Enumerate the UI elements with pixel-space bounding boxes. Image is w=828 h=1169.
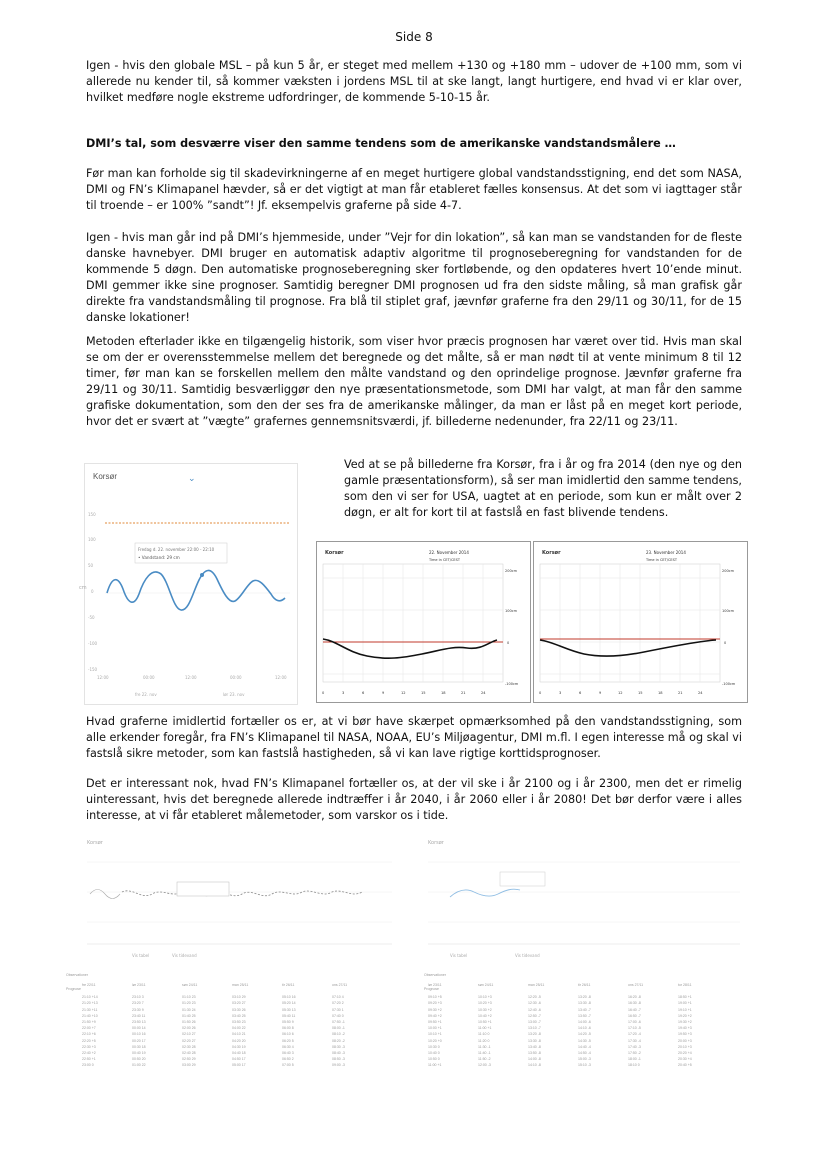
table-cell: 19:50 +3: [678, 1032, 692, 1037]
table-cell: 10:50 0: [428, 1057, 440, 1062]
column-header: tor 28/11: [678, 983, 692, 987]
column-header: ons 27/11: [628, 983, 644, 987]
table-cell: 09:30 +2: [428, 1007, 442, 1012]
table-cell: 05:20 14: [282, 1001, 296, 1006]
figure-korsor-2014-22: [316, 541, 531, 703]
x-ticks: [97, 675, 287, 680]
table-column: [282, 982, 296, 1069]
x-label: 24: [481, 691, 486, 695]
x-label: 18: [658, 691, 663, 695]
table-cell: 20:00 +3: [678, 1038, 692, 1043]
table-cell: 11:00 +1: [428, 1063, 442, 1068]
table-cell: 05:00 17: [232, 1063, 246, 1068]
table-cell: 09:50 +1: [428, 1020, 442, 1025]
table-cell: 05:30 13: [282, 1007, 296, 1012]
table-cell: 23:10 3: [132, 995, 144, 1000]
x-label: 21: [678, 691, 683, 695]
column-header: man 25/11: [232, 983, 249, 987]
table-cell: 19:30 +2: [678, 1020, 692, 1025]
table-cell: 16:50 -7: [628, 1013, 641, 1018]
y-tick: 50: [88, 563, 94, 568]
legend-tide[interactable]: Vis tidevand: [172, 953, 197, 958]
table-cell: 08:20 -2: [332, 1038, 345, 1043]
chart-date: 22. November 2014: [429, 550, 469, 555]
x-label: 24: [698, 691, 703, 695]
table-cell: 00:50 20: [132, 1057, 146, 1062]
table-cell: 16:20 -8: [628, 995, 641, 1000]
table-cell: 17:40 -3: [628, 1044, 641, 1049]
tooltip-line-2: • Vandstand: 29 cm: [138, 555, 180, 560]
table-cell: 07:50 -1: [332, 1020, 345, 1025]
table-cell: 00:20 17: [132, 1038, 146, 1043]
x-label: 9: [599, 691, 602, 695]
y-label: 100cm: [722, 609, 735, 613]
y-label: 0: [724, 641, 727, 645]
table-cell: 07:10 4: [332, 995, 344, 1000]
table-column: [182, 982, 197, 1069]
paragraph-3: Igen - hvis man går ind på DMI’s hjemmeside, under ”Vejr for din lokation”, så kan man se vandstanden for de fleste danske havnebyer. DMI bruger en automatisk adaptiv algoritme til prognoseberegning for vandstanden for de kommende 5 døgn. Den automatiske prognoseberegning sker fortløbende, og den opdateres hvert 10’ende minut. DMI gemmer ikke sine prognoser. Samtidig beregner DMI prognosen ud fra den sidste måling, så man grafisk går direkte fra vandstandsmåling til prognose. Fra blå til stiplet graf, jævnfør graferne fra den 29/11 og 30/11, for de 15 danske lokationer!: [86, 231, 742, 324]
y-label: 200cm: [505, 569, 518, 573]
gridlines: [323, 564, 503, 682]
table-cell: 13:30 -8: [578, 1001, 591, 1006]
column-header: man 25/11: [528, 983, 545, 987]
x-label: 9: [382, 691, 385, 695]
x-label: 12: [618, 691, 623, 695]
table-cell: 23:50 13: [132, 1020, 146, 1025]
table-cell: 06:10 6: [282, 1032, 294, 1037]
table-cell: 01:40 25: [182, 1013, 196, 1018]
table-cell: 13:10 -7: [528, 1026, 541, 1031]
column-header: fre 22/11: [82, 983, 96, 987]
table-cell: 14:00 -6: [578, 1020, 591, 1025]
column-header: tir 26/11: [578, 983, 591, 987]
table-cell: 19:00 +1: [678, 1001, 692, 1006]
x-label: 3: [342, 691, 345, 695]
table-cell: 10:30 0: [428, 1044, 440, 1049]
y-tick: -50: [88, 615, 95, 620]
plot-area: [323, 564, 503, 682]
y-tick: 100: [88, 537, 96, 542]
figure-bottom-left: [62, 832, 402, 1092]
table-cell: 10:40 0: [428, 1051, 440, 1056]
figure-korsor-2014-23: [533, 541, 748, 703]
table-cell: 22:40 +2: [82, 1051, 96, 1056]
table-cell: 21:40 +10: [82, 1013, 98, 1018]
table-cell: 06:30 4: [282, 1044, 294, 1049]
table-column: [232, 982, 248, 1069]
table-column: [578, 982, 591, 1069]
table-cell: 15:10 -3: [578, 1063, 591, 1068]
table-cell: 03:50 23: [232, 1020, 246, 1025]
chart-korsor-2014-23: [534, 542, 747, 702]
location-label: Korsør: [87, 840, 103, 846]
table-cell: 13:50 -7: [578, 1013, 591, 1018]
gridlines: [540, 564, 720, 682]
table-cell: 06:40 3: [282, 1051, 294, 1056]
column-header: tir 26/11: [282, 983, 295, 987]
table-cell: 11:00 +1: [478, 1026, 492, 1031]
table-cell: 04:10 21: [232, 1032, 246, 1037]
table-cell: 04:20 20: [232, 1038, 246, 1043]
table-cell: 06:50 2: [282, 1057, 294, 1062]
date-label: fre 22. nov: [135, 692, 157, 697]
x-labels: [539, 691, 703, 695]
x-tick: 12:00: [97, 675, 109, 680]
table-cell: 22:00 +7: [82, 1026, 96, 1031]
location-label: Korsør: [93, 472, 117, 481]
legend-table[interactable]: Vis tabel: [450, 953, 468, 958]
column-header: lør 23/11: [132, 983, 146, 987]
table-cell: 14:30 -5: [578, 1038, 591, 1043]
table-header: Prognose: [66, 987, 81, 992]
table-cell: 14:40 -4: [578, 1044, 591, 1049]
table-cell: 09:40 +2: [428, 1013, 442, 1018]
y-label: -100cm: [505, 682, 519, 686]
table-column: [528, 982, 544, 1069]
table-cell: 04:00 22: [232, 1026, 246, 1031]
table-cell: 17:50 -2: [628, 1051, 641, 1056]
y-tick: -150: [88, 667, 98, 672]
table-cell: 20:10 +3: [678, 1044, 692, 1049]
table-cell: 02:10 27: [182, 1032, 196, 1037]
y-tick: -100: [88, 641, 98, 646]
table-cell: 02:20 27: [182, 1038, 196, 1043]
table-cell: 17:00 -6: [628, 1020, 641, 1025]
x-label: 6: [579, 691, 582, 695]
y-tick: 150: [88, 512, 96, 517]
table-cell: 13:40 -8: [528, 1044, 541, 1049]
table-cell: 14:10 -6: [578, 1026, 591, 1031]
table-cell: 01:00 22: [132, 1063, 146, 1068]
table-cell: 08:00 -1: [332, 1026, 345, 1031]
table-cell: 03:30 26: [232, 1007, 246, 1012]
table-column: [428, 982, 442, 1069]
water-level-curve: [107, 570, 285, 610]
table-cell: 11:50 -2: [478, 1057, 491, 1062]
table-cell: 19:20 +2: [678, 1013, 692, 1018]
table-cell: 10:10 +1: [428, 1032, 442, 1037]
table-cell: 13:00 -7: [528, 1020, 541, 1025]
paragraph-6: Hvad graferne imidlertid fortæller os er, at vi bør have skærpet opmærksomhed på den vandstandsstigning, som alle erkender foregår, fra FN’s Klimapanel til NASA, NOAA, EU’s Miljøagentur, DMI m.fl. I egen interesse må og skal vi fastslå sikre metoder, som kan fastslå hastigheden, så vi kan lave rigtige korttidsprognoser.: [86, 715, 742, 760]
tooltip-box: [135, 543, 227, 563]
table-cell: 14:10 -8: [528, 1063, 541, 1068]
table-cell: 12:30 -6: [528, 1001, 541, 1006]
chart-date: 23. November 2014: [646, 550, 686, 555]
paragraph-5: Ved at se på billederne fra Korsør, fra i år og fra 2014 (den nye og den gamle præsentationsform), så ser man imidlertid den samme tendens, som den vi ser for USA, uagtet at en periode, som kun er målt over 2 døgn, er alt for kort til at fastslå en fast blivende tendens.: [344, 458, 742, 519]
table-cell: 16:40 -7: [628, 1007, 641, 1012]
water-level-curve: [540, 640, 716, 656]
chart-timezone: Time in CET/CEST: [646, 558, 677, 562]
table-cell: 23:20 7: [132, 1001, 144, 1006]
table-cell: 04:50 17: [232, 1057, 246, 1062]
table-cell: 21:20 +13: [82, 1001, 98, 1006]
x-tick: 00:00: [143, 675, 155, 680]
table-column: [332, 982, 347, 1069]
table-cell: 08:40 -3: [332, 1051, 345, 1056]
table-cell: 10:40 +2: [478, 1013, 492, 1018]
table-cell: 13:30 -8: [528, 1038, 541, 1043]
table-column: [132, 982, 146, 1069]
y-label: 200cm: [722, 569, 735, 573]
table-cell: 12:20 -5: [528, 995, 541, 1000]
table-cell: 10:20 +3: [478, 1001, 492, 1006]
table-cell: 17:30 -4: [628, 1038, 641, 1043]
figure-bottom-right: [420, 832, 755, 1092]
column-header: søn 24/11: [182, 983, 198, 987]
table-cell: 22:10 +6: [82, 1032, 96, 1037]
table-cell: 18:00 -1: [628, 1057, 641, 1062]
table-cell: 21:30 +11: [82, 1007, 98, 1012]
y-label: 0: [507, 641, 510, 645]
table-cell: 07:40 0: [332, 1013, 344, 1018]
table-cell: 23:40 11: [132, 1013, 146, 1018]
x-label: 21: [461, 691, 466, 695]
y-label: -100cm: [722, 682, 736, 686]
table-cell: 11:30 -1: [478, 1044, 491, 1049]
date-label: lør 23. nov: [223, 692, 245, 697]
table-cell: 09:00 -3: [332, 1063, 345, 1068]
table-cell: 11:20 0: [478, 1038, 490, 1043]
chart-timezone: Time in CET/CEST: [429, 558, 460, 562]
x-label: 18: [441, 691, 446, 695]
hover-point[interactable]: [200, 573, 204, 577]
table-cell: 03:20 27: [232, 1001, 246, 1006]
table-cell: 02:00 26: [182, 1026, 196, 1031]
table-cell: 20:20 +4: [678, 1051, 692, 1056]
table-cell: 21:10 +14: [82, 995, 98, 1000]
table-cell: 13:20 -8: [528, 1032, 541, 1037]
paragraph-1: Igen - hvis den globale MSL – på kun 5 år, er steget med mellem +130 og +180 mm – udover de +100 mm, som vi allerede nu kender til, så kommer væksten i jordens MSL til at ske langt, langt hurtigere, end hvad vi er klar over, hvilket medføre nogle ekstreme udfordringer, de kommende 5-10-15 år.: [86, 59, 742, 104]
location-label: Korsør: [428, 840, 444, 846]
page-number: Side 8: [395, 30, 433, 44]
table-cell: 00:10 16: [132, 1032, 146, 1037]
table-cell: 09:10 +5: [428, 995, 442, 1000]
legend-table[interactable]: Vis tabel: [132, 953, 150, 958]
table-cell: 08:30 -3: [332, 1044, 345, 1049]
table-cell: 10:00 +1: [428, 1026, 442, 1031]
chart-bottom-left: [62, 832, 402, 962]
column-header: ons 27/11: [332, 983, 348, 987]
column-header: søn 24/11: [478, 983, 494, 987]
table-cell: 16:30 -8: [628, 1001, 641, 1006]
table-cell: 12:00 -3: [478, 1063, 491, 1068]
table-cell: 22:30 +3: [82, 1044, 96, 1049]
location-label: Korsør: [542, 550, 561, 556]
table-cell: 14:20 -5: [578, 1032, 591, 1037]
table-cell: 02:30 28: [182, 1044, 196, 1049]
table-cell: 01:30 24: [182, 1007, 196, 1012]
table-cell: 07:20 2: [332, 1001, 344, 1006]
column-header: lør 23/11: [428, 983, 442, 987]
table-cell: 12:40 -6: [528, 1007, 541, 1012]
table-column: [478, 982, 493, 1069]
table-cell: 00:00 14: [132, 1026, 146, 1031]
table-cell: 13:20 -8: [578, 995, 591, 1000]
x-tick: 12:00: [275, 675, 287, 680]
table-cell: 02:50 29: [182, 1057, 196, 1062]
chart-korsor-2014-22: [317, 542, 530, 702]
table-cell: 14:50 -4: [578, 1051, 591, 1056]
legend-tide[interactable]: Vis tidevand: [515, 953, 540, 958]
table-cell: 22:20 +5: [82, 1038, 96, 1043]
x-label: 12: [401, 691, 406, 695]
table-column: [628, 982, 643, 1069]
chart-korsor-new: [79, 464, 297, 704]
figure-korsor-new: [79, 463, 298, 705]
table-cell: 11:10 0: [478, 1032, 490, 1037]
table-cell: 23:30 9: [132, 1007, 144, 1012]
x-tick: 12:00: [185, 675, 197, 680]
table-cell: 09:20 +3: [428, 1001, 442, 1006]
y-unit: cm: [79, 585, 87, 591]
table-cell: 11:40 -1: [478, 1051, 491, 1056]
table-column: [678, 982, 692, 1069]
table-cell: 20:40 +5: [678, 1063, 692, 1068]
table-cell: 10:10 +3: [478, 995, 492, 1000]
y-tick: 0: [91, 589, 94, 594]
table-cell: 02:40 28: [182, 1051, 196, 1056]
table-cell: 05:10 16: [282, 995, 296, 1000]
plot-area: [540, 564, 720, 682]
y-label: 100cm: [505, 609, 518, 613]
x-label: 3: [559, 691, 562, 695]
table-cell: 04:30 19: [232, 1044, 246, 1049]
table-cell: 06:20 5: [282, 1038, 294, 1043]
table-cell: 06:00 8: [282, 1026, 294, 1031]
table-cell: 22:50 +1: [82, 1057, 96, 1062]
table-cell: 10:20 +0: [428, 1038, 442, 1043]
x-labels: [322, 691, 486, 695]
table-cell: 13:40 -7: [578, 1007, 591, 1012]
x-label: 15: [638, 691, 643, 695]
table-cell: 23:00 0: [82, 1063, 94, 1068]
paragraph-7: Det er interessant nok, hvad FN’s Klimapanel fortæller os, at der vil ske i år 2100 og i år 2300, men det er rimelig uinteressant, hvis det beregnede allerede indtræffer i år 2040, i år 2060 eller i år 2080! Det bør derfor være i alles interesse, at vi får etableret målemetoder, som varskor os i tide.: [86, 777, 742, 822]
paragraph-2: Før man kan forholde sig til skadevirkningerne af en meget hurtigere global vandstandsstigning, end det som NASA, DMI og FN’s Klimapanel hævder, så er det vigtigt at man får etableret fælles konsensus. At det som vi iagttager står til troende – er 100% ”sandt”! Jf. eksempelvis graferne på side 4-7.: [86, 167, 742, 212]
table-cell: 04:40 18: [232, 1051, 246, 1056]
paragraph-4: Metoden efterlader ikke en tilgængelig historik, som viser hvor præcis prognosen har været over tid. Hvis man skal se om der er overensstemmelse mellem det beregnede og det målte, så er man nødt til at vente minimum 8 til 12 timer, før man kan se forskellen mellem den målte vandstand og den oprindelige prognose. Jævnfør graferne fra 29/11 og 30/11. Samtidig besværliggør den nye præsentationsmetode, som DMI har valgt, at man får den samme grafiske dokumentation, som den der ses fra de amerikanske målinger, da man er låst på en meget kort periode, hvor det er svært at ”vægte” grafernes gennemsnitsværdi, jf. billederne nedenunder, fra 22/11 og 23/11.: [86, 335, 742, 428]
table-cell: 17:20 -4: [628, 1032, 641, 1037]
table-cell: 03:40 25: [232, 1013, 246, 1018]
chart-bottom-right: [420, 832, 755, 962]
table-cell: 01:10 23: [182, 995, 196, 1000]
x-label: 0: [539, 691, 542, 695]
table-cell: 01:50 26: [182, 1020, 196, 1025]
table-cell: 14:00 -8: [528, 1057, 541, 1062]
x-label: 0: [322, 691, 325, 695]
table-cell: 17:10 -5: [628, 1026, 641, 1031]
tooltip-line-1: Fredag d. 22. november 22:00 - 22:10: [138, 547, 215, 552]
table-cell: 08:10 -2: [332, 1032, 345, 1037]
table-cell: 19:10 +1: [678, 1007, 692, 1012]
table-cell: 00:40 19: [132, 1051, 146, 1056]
table-header: Observationer: [66, 973, 88, 977]
table-cell: 10:50 +1: [478, 1020, 492, 1025]
table-cell: 15:00 -3: [578, 1057, 591, 1062]
table-header: Observationer: [424, 973, 446, 977]
table-header: Prognose: [424, 987, 439, 992]
table-cell: 21:50 +9: [82, 1020, 96, 1025]
chevron-down-icon[interactable]: ⌄: [188, 473, 196, 483]
x-tick: 00:00: [230, 675, 242, 680]
table-cell: 18:10 0: [628, 1063, 640, 1068]
x-label: 15: [421, 691, 426, 695]
table-cell: 01:20 23: [182, 1001, 196, 1006]
section-heading: DMI’s tal, som desværre viser den samme tendens som de amerikanske vandstandsmålere …: [86, 137, 676, 150]
table-cell: 05:50 9: [282, 1020, 294, 1025]
table-cell: 20:30 +4: [678, 1057, 692, 1062]
location-label: Korsør: [325, 550, 344, 556]
table-cell: 07:30 1: [332, 1007, 344, 1012]
table-cell: 08:50 -3: [332, 1057, 345, 1062]
table-cell: 10:30 +2: [478, 1007, 492, 1012]
table-cell: 07:00 5: [282, 1063, 294, 1068]
table-cell: 03:00 29: [182, 1063, 196, 1068]
y-ticks: [88, 512, 98, 672]
table-cell: 05:40 11: [282, 1013, 296, 1018]
table-cell: 18:50 +1: [678, 995, 692, 1000]
table-cell: 13:50 -8: [528, 1051, 541, 1056]
table-cell: 03:10 29: [232, 995, 246, 1000]
table-cell: 12:50 -7: [528, 1013, 541, 1018]
table-cell: 00:30 18: [132, 1044, 146, 1049]
x-label: 6: [362, 691, 365, 695]
table-cell: 19:40 +3: [678, 1026, 692, 1031]
table-column: [82, 982, 98, 1069]
